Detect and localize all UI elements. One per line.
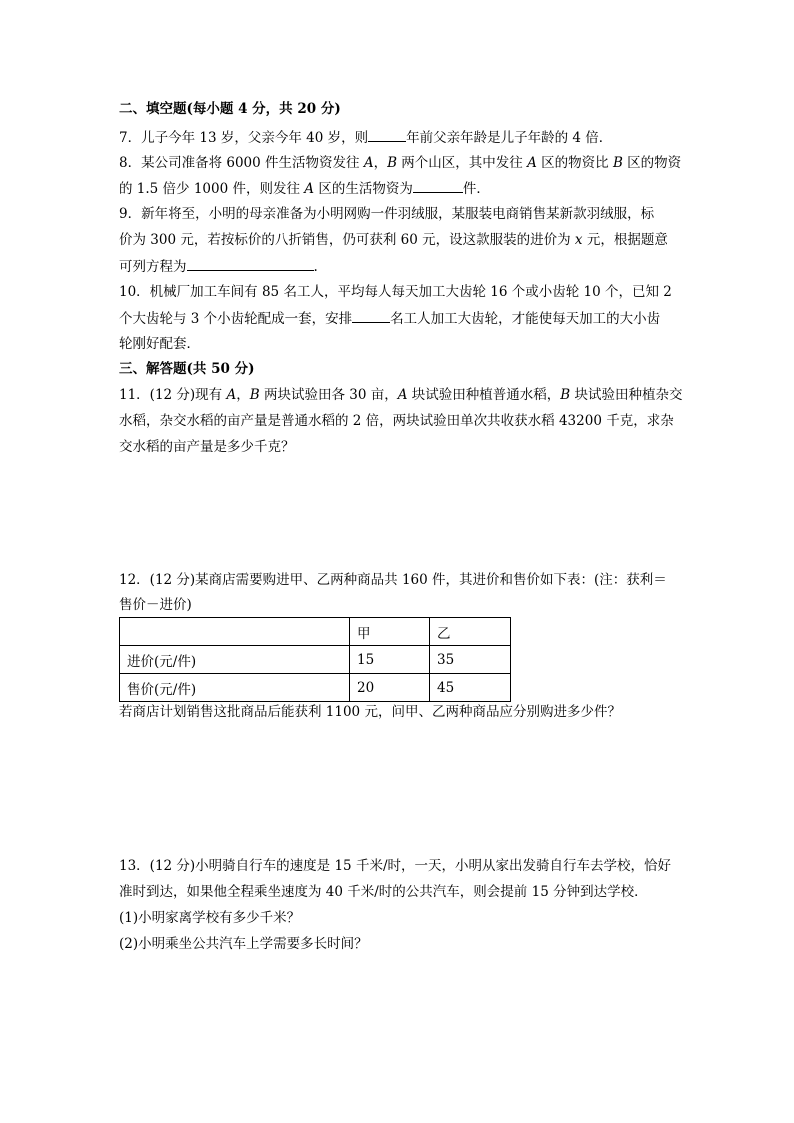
var-x: x: [574, 232, 583, 248]
q9-answer-blank: [187, 258, 314, 271]
table-cell: 15: [350, 646, 430, 674]
question-11-line-3: 交水稻的亩产量是多少千克？: [119, 439, 295, 455]
q10-answer-blank: [352, 310, 390, 323]
q8-answer-blank: [413, 180, 463, 193]
var-a: A: [527, 155, 537, 171]
q8-text: 两个山区，其中发往: [397, 155, 528, 171]
var-a: A: [397, 387, 408, 403]
question-13-part-1: (1)小明家离学校有多少千米？: [119, 910, 301, 926]
q10-text: 名工人加工大齿轮，才能使每天加工的大小齿: [390, 311, 661, 327]
var-b: B: [560, 387, 571, 403]
question-11-line-1: [119, 387, 682, 403]
question-13-part-2: (2)小明乘坐公共汽车上学需要多长时间？: [119, 936, 368, 952]
q11-text: 11．(12 分)现有: [119, 387, 227, 403]
table-cell: 20: [350, 674, 430, 702]
table-cell: 进价(元/件): [120, 646, 350, 674]
table-header-cell: 乙: [430, 618, 511, 646]
question-8-line-2: [119, 180, 490, 197]
var-b: B: [612, 155, 623, 171]
q9-text: .: [313, 259, 318, 275]
var-a: A: [363, 155, 374, 171]
q7-answer-blank: [368, 129, 406, 142]
question-9-line-2: [119, 232, 668, 248]
q8-text: ，: [373, 155, 388, 171]
question-10-line-1: 10．机械厂加工车间有 85 名工人，平均每人每天加工大齿轮 16 个或小齿轮 10 个，已知 2: [119, 284, 672, 300]
q11-text: 两块试验田各 30 亩，: [259, 387, 398, 403]
question-11-line-2: 水稻，杂交水稻的亩产量是普通水稻的 2 倍，两块试验田单次共收获水稻 43200 千克，求杂: [119, 413, 674, 429]
price-table: [119, 617, 511, 702]
var-b: B: [387, 155, 397, 171]
table-cell: 35: [430, 646, 511, 674]
table-header-cell: [120, 618, 350, 646]
question-9-line-3: [119, 258, 318, 275]
question-9-line-1: 9．新年将至，小明的母亲准备为小明网购一件羽绒服，某服装电商销售某新款羽绒服，标: [119, 206, 655, 222]
question-10-line-2: [119, 310, 660, 327]
question-7: [119, 129, 612, 146]
table-row: [120, 674, 511, 702]
table-cell: 售价(元/件): [120, 674, 350, 702]
q11-text: 块试验田种植杂交: [570, 387, 683, 403]
table-header-cell: 甲: [350, 618, 430, 646]
table-header-row: [120, 618, 511, 646]
question-12-line-2: 售价－进价): [119, 597, 192, 613]
var-b: B: [249, 387, 260, 403]
var-a: A: [226, 387, 237, 403]
question-8-line-1: [119, 155, 681, 171]
q10-text: 个大齿轮与 3 个小齿轮配成一套，安排: [119, 311, 353, 327]
table-row: [120, 646, 511, 674]
section-heading-solve: 三、解答题(共 50 分): [119, 361, 255, 377]
q11-text: 块试验田种植普通水稻，: [407, 387, 561, 403]
table-cell: 45: [430, 674, 511, 702]
q8-text: 件．: [462, 181, 490, 197]
q11-text: ，: [236, 387, 250, 403]
q7-text-a: 7．儿子今年 13 岁，父亲今年 40 岁，则: [119, 130, 369, 146]
section-heading-fill-blank: 二、填空题(每小题 4 分，共 20 分): [119, 101, 341, 117]
q8-text: 区的物资比: [536, 155, 613, 171]
q8-text: 的 1.5 倍少 1000 件，则发往: [119, 181, 305, 197]
q8-text: 区的生活物资为: [314, 181, 413, 197]
question-12-after-table: 若商店计划销售这批商品后能获利 1100 元，问甲、乙两种商品应分别购进多少件？: [119, 704, 621, 720]
question-13-line-2: 准时到达，如果他全程乘坐速度为 40 千米/时的公共汽车，则会提前 15 分钟到达学校．: [119, 884, 648, 900]
q8-text: 区的物资: [622, 155, 682, 171]
question-13-line-1: 13．(12 分)小明骑自行车的速度是 15 千米/时，一天，小明从家出发骑自行车去学校，恰好: [119, 858, 671, 874]
q7-text-b: 年前父亲年龄是儿子年龄的 4 倍．: [406, 130, 613, 146]
q8-text: 8．某公司准备将 6000 件生活物资发往: [119, 155, 364, 171]
question-10-line-3: 轮刚好配套．: [119, 336, 200, 352]
question-12-line-1: 12．(12 分)某商店需要购进甲、乙两种商品共 160 件，其进价和售价如下表：(注：获利＝: [119, 572, 667, 588]
q9-text: 可列方程为: [119, 259, 187, 275]
q9-text: 价为 300 元，若按标价的八折销售，仍可获利 60 元，设这款服装的进价为: [119, 232, 575, 248]
var-a: A: [304, 181, 315, 197]
q9-text: 元，根据题意: [582, 232, 668, 248]
